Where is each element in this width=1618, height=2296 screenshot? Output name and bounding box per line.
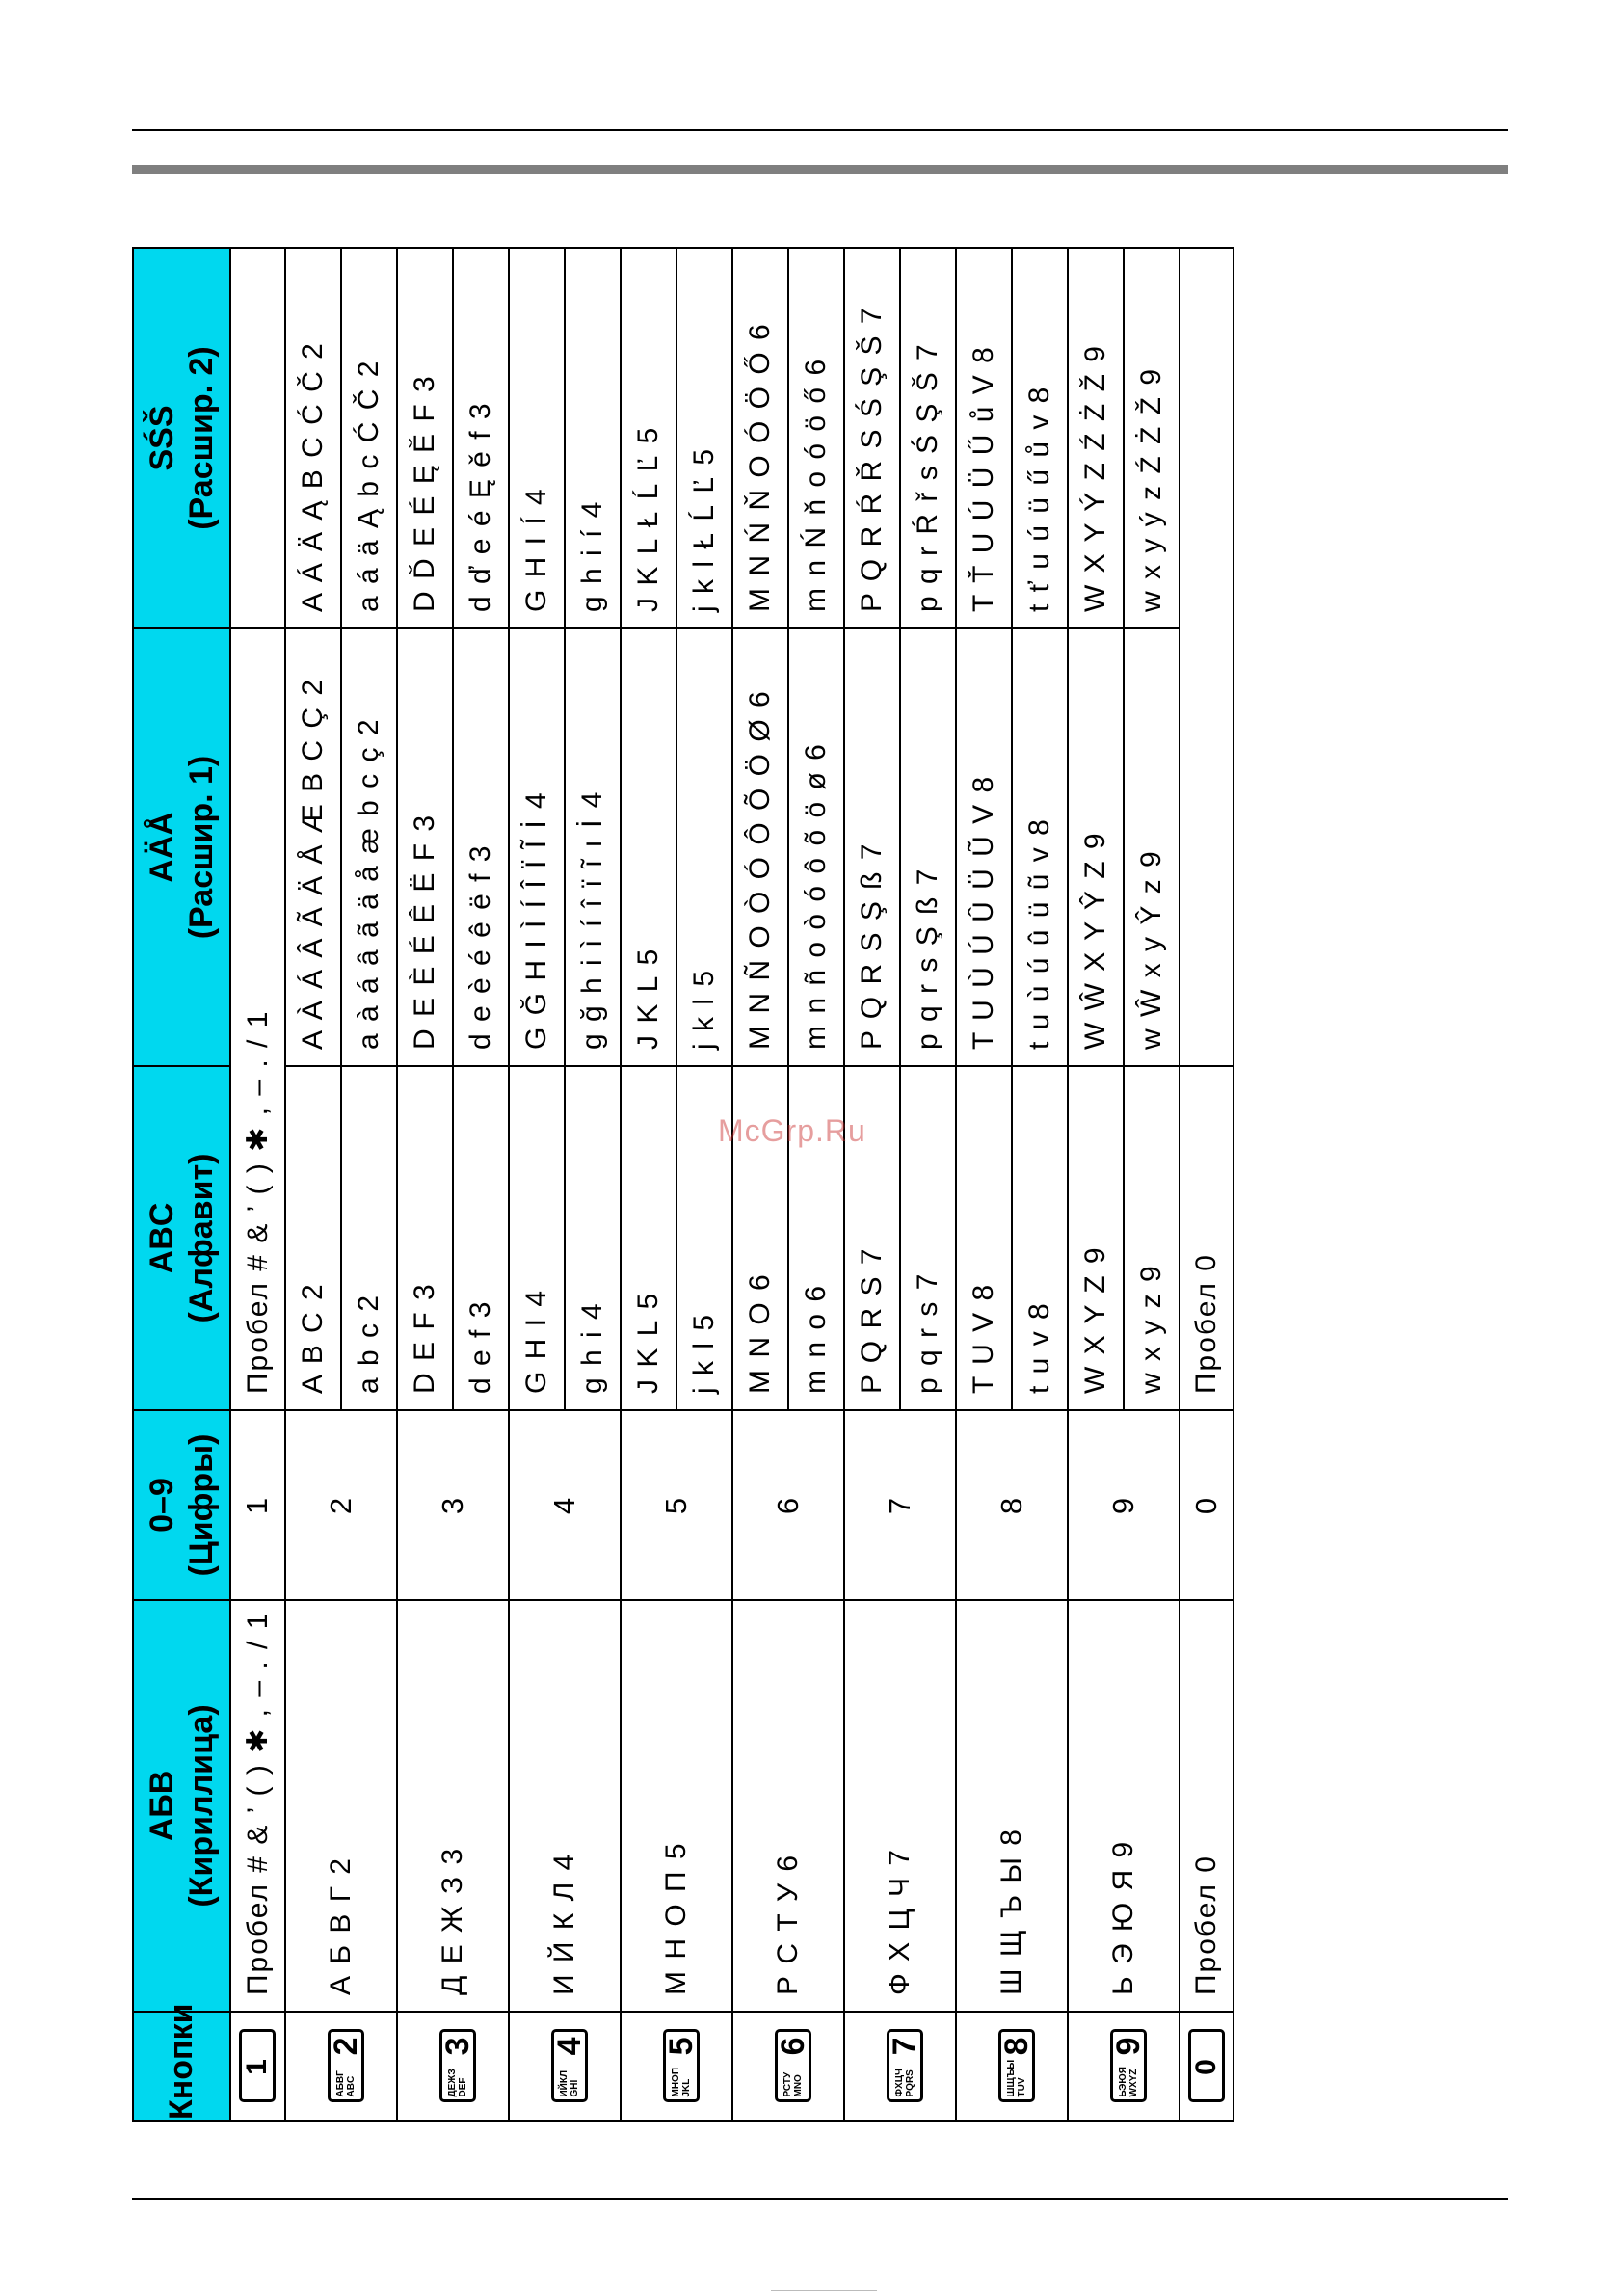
key-2-icon xyxy=(328,2030,364,2103)
key-7-icon xyxy=(887,2030,923,2103)
key-digit: 6 xyxy=(774,2035,811,2056)
key-3-icon xyxy=(439,2030,476,2103)
digit-chars: 8 xyxy=(956,1410,1068,1600)
key-latin-letters: GHI xyxy=(569,2079,580,2097)
ext2-upper-chars: M N Ń Ň O Ó Ö Ő 6 xyxy=(732,248,788,628)
key-latin-letters: DEF xyxy=(457,2077,468,2097)
ext1-upper-chars: G Ğ H I Ì Í Î Ï Ĩ İ 4 xyxy=(509,628,565,1066)
alphabet-chars: Пробел 0 xyxy=(1180,1066,1234,1410)
key-latin-letters: ABC xyxy=(345,2075,357,2097)
key-digit: 1 xyxy=(241,2057,274,2075)
key-4-icon xyxy=(551,2030,588,2103)
abc-lower-chars: j k l 5 xyxy=(676,1066,732,1410)
ext1-upper-chars: D E È É Ê Ë F 3 xyxy=(397,628,453,1066)
ext2-lower-chars: d ď e é Ę ě f 3 xyxy=(453,248,509,628)
cyrillic-chars: Пробел # & ’ ( ) ✱ , – . / 1 xyxy=(230,1600,285,2012)
key-digit: 9 xyxy=(1109,2035,1147,2056)
key-letters xyxy=(447,2069,468,2096)
ext2-lower-chars: p q r Ŕ ř s Ś Ş Š 7 xyxy=(900,248,956,628)
col-header-digits: 0–9 (Цифры) xyxy=(133,1410,230,1600)
key-latin-letters: TUV xyxy=(1016,2077,1027,2097)
key-cyrillic-letters: РСТУ xyxy=(782,2071,793,2097)
ext2-upper-chars: A Á Ä Ą B C Ć Č 2 xyxy=(285,248,341,628)
ext1-upper-chars: P Q R S Ş ß 7 xyxy=(844,628,900,1066)
key-cyrillic-letters: ДЕЖЗ xyxy=(446,2069,458,2097)
key-letters xyxy=(782,2072,804,2097)
ext2-lower-chars: t ť u ú ü ű ů v 8 xyxy=(1012,248,1068,628)
ext1-lower-chars: p q r s Ş ß 7 xyxy=(900,628,956,1066)
header-rule-thick xyxy=(132,165,1508,174)
alphabet-ext1-chars: Пробел # & ’ ( ) ✱ , – . / 1 xyxy=(230,628,285,1410)
ext2-upper-chars: P Q R Ŕ Ř S Ś Ş Š 7 xyxy=(844,248,900,628)
ext1-upper-chars: W Ŵ X Y Ŷ Z 9 xyxy=(1068,628,1124,1066)
key-latin-letters: JKL xyxy=(680,2078,692,2097)
cyrillic-chars: А Б В Г 2 xyxy=(285,1600,397,2012)
watermark: McGrp.Ru xyxy=(718,1113,866,1148)
table-row xyxy=(397,248,453,2121)
ext2-chars xyxy=(230,248,285,628)
key-1-icon xyxy=(239,2030,276,2103)
key-cell xyxy=(621,2012,732,2121)
abc-upper-chars: J K L 5 xyxy=(621,1066,676,1410)
ext1-lower-chars: g ğ h i ì í î ï ĩ ı İ 4 xyxy=(565,628,621,1066)
ext2-lower-chars: w x y ý z Ź Ż Ž 9 xyxy=(1124,248,1180,628)
col-header-keys: Кнопки xyxy=(133,2012,230,2121)
abc-upper-chars: M N O 6 xyxy=(732,1066,788,1410)
key-letters xyxy=(894,2069,915,2097)
character-table xyxy=(132,249,1234,2122)
cyrillic-chars: Ш Щ Ъ Ы 8 xyxy=(956,1600,1068,2012)
digit-chars: 3 xyxy=(397,1410,509,1600)
character-mode-table xyxy=(132,247,1234,2122)
digit-chars: 4 xyxy=(509,1410,621,1600)
key-latin-letters: PQRS xyxy=(904,2069,915,2097)
key-5-icon xyxy=(663,2030,700,2103)
table-row xyxy=(509,248,565,2121)
abc-upper-chars: D E F 3 xyxy=(397,1066,453,1410)
ext-chars xyxy=(1180,248,1234,1066)
ext2-lower-chars: g h i í 4 xyxy=(565,248,621,628)
key-8-icon xyxy=(998,2030,1035,2103)
ext1-lower-chars: d e è é ê ë f 3 xyxy=(453,628,509,1066)
digit-chars: 9 xyxy=(1068,1410,1180,1600)
col-header-alphabet: ABC (Алфавит) xyxy=(133,1066,230,1410)
table-row xyxy=(732,248,788,2121)
footer-scan-line xyxy=(771,2290,877,2291)
col-header-extended-1: AÄÅ (Расшир. 1) xyxy=(133,628,230,1066)
key-0-icon xyxy=(1188,2030,1225,2103)
ext2-lower-chars: a á ä Ą b c Ć Č 2 xyxy=(341,248,397,628)
digit-chars: 5 xyxy=(621,1410,732,1600)
ext1-lower-chars: a à á â ã ä å æ b c ç 2 xyxy=(341,628,397,1066)
digit-chars: 2 xyxy=(285,1410,397,1600)
table-row xyxy=(1180,248,1234,2121)
key-digit: 3 xyxy=(438,2035,476,2056)
ext2-upper-chars: T Ť U Ú Ü Ű ů V 8 xyxy=(956,248,1012,628)
footer-rule xyxy=(132,2198,1508,2200)
table-row xyxy=(230,248,285,2121)
abc-lower-chars: m n o 6 xyxy=(788,1066,844,1410)
table-row xyxy=(844,248,900,2121)
table-row xyxy=(285,248,341,2121)
cyrillic-chars: Ь Э Ю Я 9 xyxy=(1068,1600,1180,2012)
key-latin-letters: WXYZ xyxy=(1127,2069,1139,2097)
ext2-lower-chars: j k l Ł Ĺ Ľ 5 xyxy=(676,248,732,628)
digit-chars: 0 xyxy=(1180,1410,1234,1600)
key-digit: 5 xyxy=(662,2035,700,2056)
ext1-lower-chars: j k l 5 xyxy=(676,628,732,1066)
key-cyrillic-letters: ИЙКЛ xyxy=(558,2070,570,2097)
abc-upper-chars: P Q R S 7 xyxy=(844,1066,900,1410)
abc-upper-chars: A B C 2 xyxy=(285,1066,341,1410)
key-cell xyxy=(285,2012,397,2121)
key-cyrillic-letters: МНОП xyxy=(670,2067,681,2097)
key-cyrillic-letters: АБВГ xyxy=(334,2070,346,2097)
cyrillic-chars: М Н О П 5 xyxy=(621,1600,732,2012)
key-letters xyxy=(1006,2060,1027,2097)
table-row xyxy=(621,248,676,2121)
ext1-upper-chars: T U Ù Ú Û Ü Ũ V 8 xyxy=(956,628,1012,1066)
cyrillic-chars: Р С Т У 6 xyxy=(732,1600,844,2012)
ext2-upper-chars: J K L Ł Ĺ Ľ 5 xyxy=(621,248,676,628)
abc-lower-chars: w x y z 9 xyxy=(1124,1066,1180,1410)
ext2-upper-chars: D Ď E É Ę Ě F 3 xyxy=(397,248,453,628)
cyrillic-chars: Д Е Ж З 3 xyxy=(397,1600,509,2012)
key-cell xyxy=(732,2012,844,2121)
abc-lower-chars: a b c 2 xyxy=(341,1066,397,1410)
digit-chars: 7 xyxy=(844,1410,956,1600)
table-header-row xyxy=(133,248,230,2121)
abc-upper-chars: G H I 4 xyxy=(509,1066,565,1410)
key-cell xyxy=(844,2012,956,2121)
key-digit: 4 xyxy=(550,2035,588,2056)
ext1-upper-chars: J K L 5 xyxy=(621,628,676,1066)
key-digit: 7 xyxy=(886,2035,923,2056)
key-letters xyxy=(335,2070,357,2096)
key-letters xyxy=(671,2068,692,2097)
key-9-icon xyxy=(1110,2030,1147,2103)
table-row xyxy=(1068,248,1124,2121)
key-cell xyxy=(397,2012,509,2121)
table-row xyxy=(956,248,1012,2121)
col-header-extended-2: SŚŠ (Расшир. 2) xyxy=(133,248,230,628)
abc-upper-chars: W X Y Z 9 xyxy=(1068,1066,1124,1410)
ext1-upper-chars: M N Ñ O Ò Ó Ô Õ Ö Ø 6 xyxy=(732,628,788,1066)
key-cell xyxy=(509,2012,621,2121)
key-6-icon xyxy=(775,2030,811,2103)
col-header-cyrillic: АБВ (Кириллица) xyxy=(133,1600,230,2012)
key-cell xyxy=(1068,2012,1180,2121)
cyrillic-chars: И Й К Л 4 xyxy=(509,1600,621,2012)
key-cyrillic-letters: ШЩЪЫ xyxy=(1005,2059,1017,2097)
ext2-upper-chars: G H I Í 4 xyxy=(509,248,565,628)
ext1-upper-chars: A À Á Â Ã Ä Å Æ B C Ç 2 xyxy=(285,628,341,1066)
header-rule-thin xyxy=(132,129,1508,131)
ext2-upper-chars: W X Y Ý Z Ź Ż Ž 9 xyxy=(1068,248,1124,628)
abc-upper-chars: T U V 8 xyxy=(956,1066,1012,1410)
key-digit: 8 xyxy=(997,2035,1035,2056)
key-digit: 2 xyxy=(327,2035,364,2056)
key-digit: 0 xyxy=(1189,2057,1222,2075)
key-latin-letters: MNO xyxy=(792,2074,804,2097)
abc-lower-chars: t u v 8 xyxy=(1012,1066,1068,1410)
cyrillic-chars: Ф Х Ц Ч 7 xyxy=(844,1600,956,2012)
digit-chars: 6 xyxy=(732,1410,844,1600)
ext1-lower-chars: m n ñ o ò ó ô õ ö ø 6 xyxy=(788,628,844,1066)
abc-lower-chars: d e f 3 xyxy=(453,1066,509,1410)
key-letters xyxy=(1118,2067,1139,2096)
key-letters xyxy=(559,2070,580,2097)
key-cyrillic-letters: ЬЭЮЯ xyxy=(1117,2067,1128,2097)
key-cell xyxy=(1180,2012,1234,2121)
abc-lower-chars: g h i 4 xyxy=(565,1066,621,1410)
key-cyrillic-letters: ФХЦЧ xyxy=(893,2068,905,2097)
digit-chars: 1 xyxy=(230,1410,285,1600)
key-cell xyxy=(230,2012,285,2121)
ext2-lower-chars: m n Ń ň o ó ö ő 6 xyxy=(788,248,844,628)
abc-lower-chars: p q r s 7 xyxy=(900,1066,956,1410)
ext1-lower-chars: t u ù ú û ü ũ v 8 xyxy=(1012,628,1068,1066)
key-cell xyxy=(956,2012,1068,2121)
cyrillic-chars: Пробел 0 xyxy=(1180,1600,1234,2012)
ext1-lower-chars: w Ŵ x y Ŷ z 9 xyxy=(1124,628,1180,1066)
